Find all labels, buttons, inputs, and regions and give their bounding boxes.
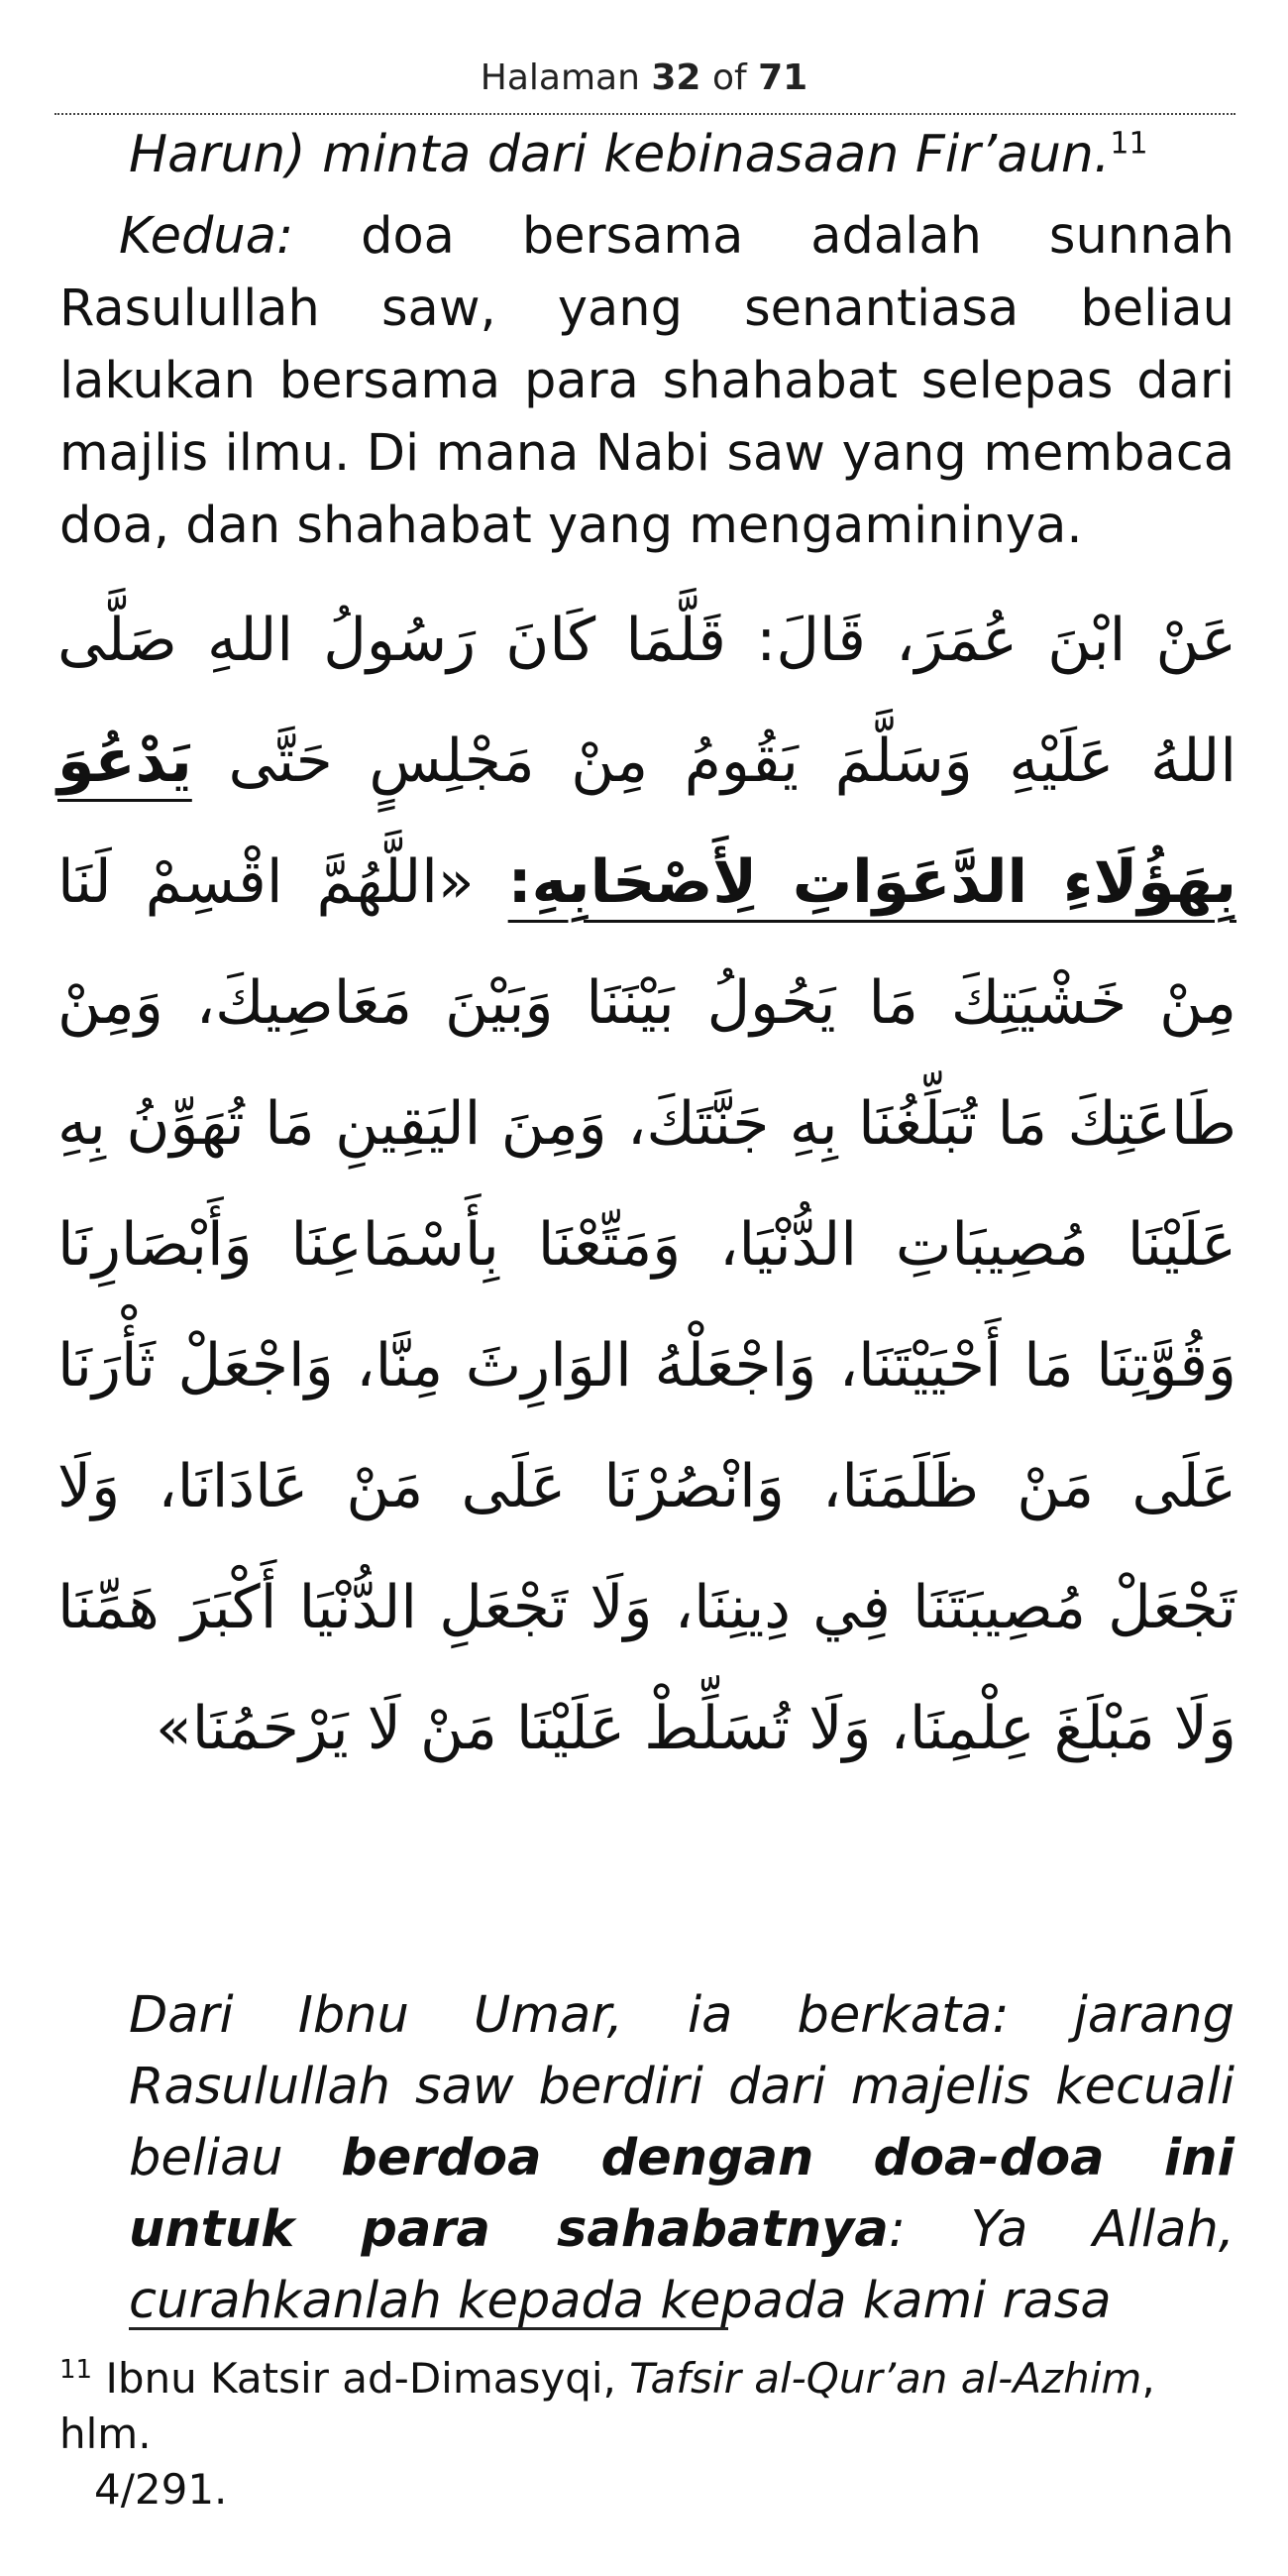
- current-page-number: 32: [651, 57, 701, 98]
- continuation-paragraph: [129, 119, 1238, 190]
- footnote: [59, 2351, 1234, 2518]
- arabic-part-1: عَنْ ابْنَ عُمَرَ، قَالَ: قَلَّمَا كَانَ رَسُولُ اللهِ صَلَّى اللهُ عَلَيْهِ وَسَلَّمَ يَقُومُ مِنْ مَجْلِسٍ حَتَّى: [57, 606, 1236, 796]
- arabic-highlight: يَدْعُوَ بِهَؤُلَاءِ الدَّعَوَاتِ لِأَصْحَابِهِ:: [57, 727, 1237, 917]
- hadith-translation: [129, 1980, 1234, 2337]
- footnote-number: 11: [59, 2355, 93, 2385]
- page-header: [0, 57, 1288, 98]
- continuation-text: Harun) minta dari kebinasaan Fir’aun.: [129, 125, 1111, 184]
- kedua-lead: Kedua:: [119, 207, 294, 266]
- footnote-book: Tafsir al-Qur’an al-Azhim: [629, 2354, 1142, 2403]
- header-of: of: [711, 57, 747, 98]
- footnote-line-2: 4/291.: [94, 2465, 228, 2514]
- translation-part-2: : Ya Allah, curahkanlah kepada kepada kami rasa: [129, 2200, 1235, 2330]
- kedua-paragraph: [59, 200, 1234, 562]
- arabic-hadith-text: [57, 580, 1236, 1789]
- total-pages-number: 71: [758, 57, 808, 98]
- header-divider: [54, 113, 1235, 115]
- footnote-rest: , hlm.: [59, 2354, 1155, 2458]
- footnote-divider: [129, 2327, 728, 2330]
- footnote-reference[interactable]: 11: [1110, 126, 1148, 162]
- translation-part-1: Dari Ibnu Umar, ia berkata: jarang Rasulullah saw berdiri dari majelis kecuali beliau: [129, 1986, 1234, 2187]
- header-prefix: Halaman: [480, 57, 640, 98]
- kedua-text: doa bersama adalah sunnah Rasulullah saw, yang senantiasa beliau lakukan bersama para shahabat selepas dari majlis ilmu. Di mana Nabi saw yang membaca doa, dan shahabat yang mengamininya.: [59, 207, 1234, 555]
- arabic-part-2: «اللَّهُمَّ اقْسِمْ لَنَا مِنْ خَشْيَتِكَ مَا يَحُولُ بَيْنَنَا وَبَيْنَ مَعَاصِيكَ، وَمِنْ طَاعَتِكَ مَا تُبَلِّغُنَا بِهِ جَنَّتَكَ، وَمِنَ اليَقِينِ مَا تُهَوِّنُ بِهِ عَلَيْنَا مُصِيبَاتِ الدُّنْيَا، وَمَتِّعْنَا بِأَسْمَاعِنَا وَأَبْصَارِنَا وَقُوَّتِنَا مَا أَحْيَيْتَنَا، وَاجْعَلْهُ الوَارِثَ مِنَّا، وَاجْعَلْ ثَأْرَنَا عَلَى مَنْ ظَلَمَنَا، وَانْصُرْنَا عَلَى مَنْ عَادَانَا، وَلَا تَجْعَلْ مُصِيبَتَنَا فِي دِينِنَا، وَلَا تَجْعَلِ الدُّنْيَا أَكْبَرَ هَمِّنَا وَلَا مَبْلَغَ عِلْمِنَا، وَلَا تُسَلِّطْ عَلَيْنَا مَنْ لَا يَرْحَمُنَا»: [57, 847, 1236, 1763]
- translation-bold: berdoa dengan doa-doa ini untuk para sahabatnya: [129, 2129, 1234, 2259]
- footnote-author: Ibnu Katsir ad-Dimasyqi,: [105, 2354, 616, 2403]
